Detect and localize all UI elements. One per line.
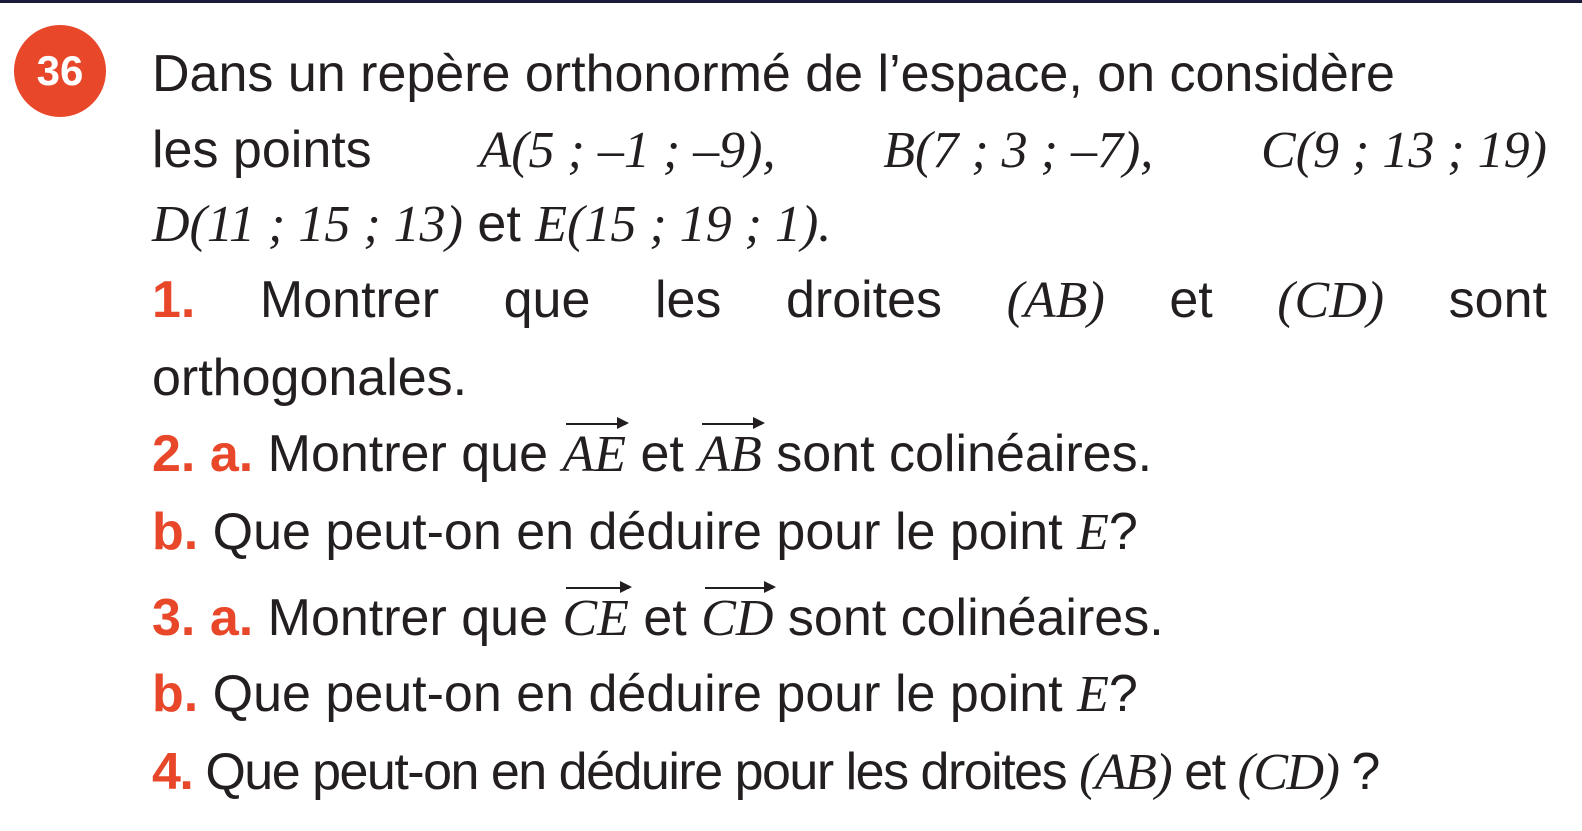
question-1-line-2: orthogonales.	[152, 349, 468, 407]
point-a: A(5 ; –1 ; –9),	[479, 122, 776, 179]
les-points-text: les points	[152, 121, 372, 179]
point-e-ref-2: E	[1077, 666, 1109, 723]
line-ab: (AB)	[1006, 272, 1105, 329]
intro-line-2	[152, 121, 1547, 179]
vector-ae: AE	[562, 426, 626, 483]
question-2a: 2. a. Montrer que AE et AB sont colinéaires.	[152, 425, 1153, 483]
question-4: 4. Que peut-on en déduire pour les droites (AB) et (CD) ?	[152, 743, 1379, 801]
point-c: C(9 ; 13 ; 19)	[1261, 122, 1547, 179]
point-e: E(15 ; 19 ; 1).	[535, 196, 832, 253]
question-2b: b. Que peut-on en déduire pour le point E?	[152, 503, 1138, 561]
top-rule	[0, 0, 1582, 3]
point-b: B(7 ; 3 ; –7),	[883, 122, 1154, 179]
question-3b-number: b.	[152, 665, 199, 723]
vector-ce: CE	[562, 590, 629, 647]
point-e-ref: E	[1077, 504, 1109, 561]
exercise-number: 36	[36, 47, 84, 94]
vector-ab: AB	[698, 426, 762, 483]
question-2b-number: b.	[152, 503, 199, 561]
question-2a-number: 2. a.	[152, 425, 254, 483]
question-3a-number: 3. a.	[152, 589, 254, 647]
exercise-number-badge	[14, 25, 106, 117]
question-3a: 3. a. Montrer que CE et CD sont colinéaires.	[152, 589, 1164, 647]
line-ab-q4: (AB)	[1079, 744, 1172, 801]
question-4-number: 4.	[152, 743, 193, 801]
question-3b: b. Que peut-on en déduire pour le point E?	[152, 665, 1138, 723]
line-cd-q4: (CD)	[1237, 744, 1339, 801]
intro-line-3: D(11 ; 15 ; 13) et E(15 ; 19 ; 1).	[152, 195, 832, 253]
point-d: D(11 ; 15 ; 13)	[152, 196, 463, 253]
question-1-number: 1.	[152, 271, 196, 329]
intro-line-1: Dans un repère orthonormé de l’espace, on considère	[152, 45, 1395, 103]
question-1-line-1: 1. Montrer que les droites (AB) et (CD) sont	[152, 271, 1547, 329]
vector-cd: CD	[701, 590, 774, 647]
line-cd: (CD)	[1277, 272, 1385, 329]
